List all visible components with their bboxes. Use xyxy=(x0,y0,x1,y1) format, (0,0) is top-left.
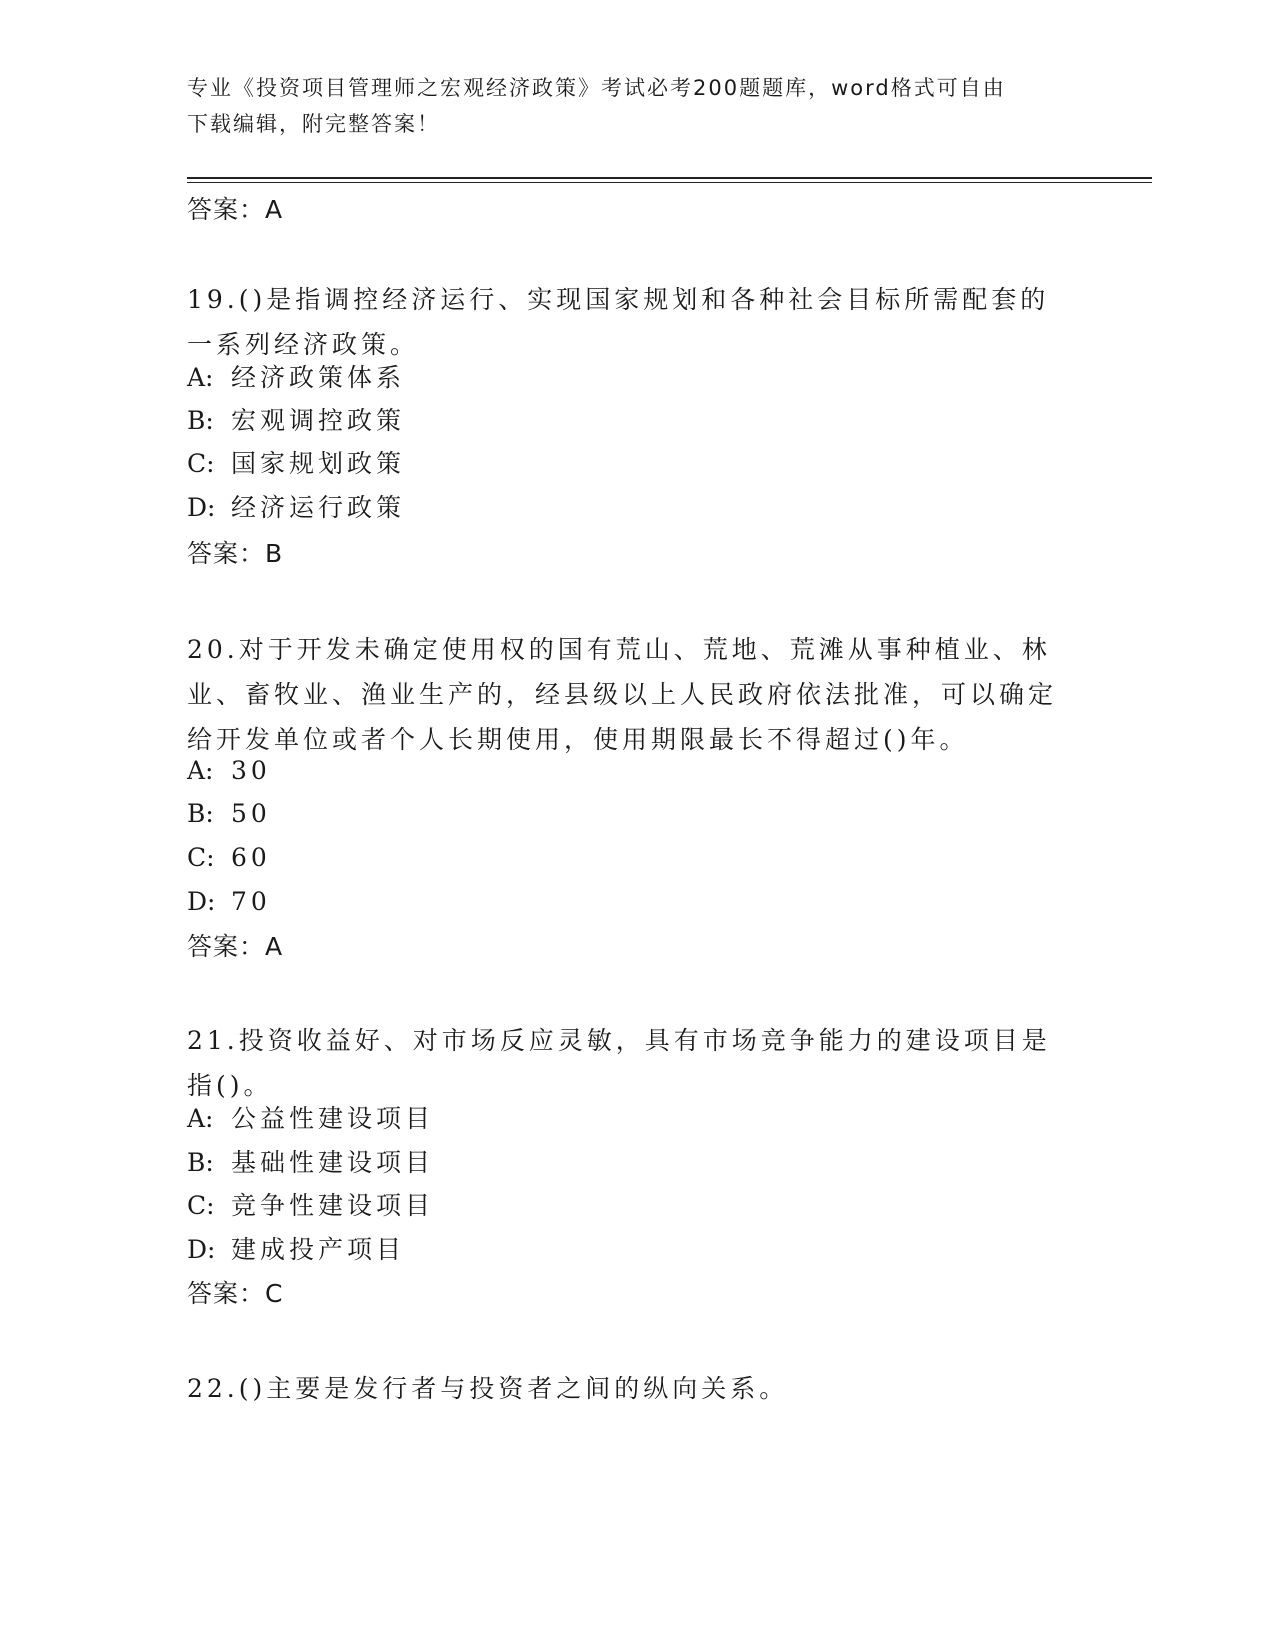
page-header xyxy=(187,70,1087,142)
option-20-b: B: 50 xyxy=(187,799,271,828)
answer-prev: 答案：A xyxy=(187,195,284,224)
option-21-a: A: 公益性建设项目 xyxy=(187,1104,435,1133)
header-divider xyxy=(187,177,1152,179)
answer-19: 答案：B xyxy=(187,539,284,568)
question-20: 20.对于开发未确定使用权的国有荒山、荒地、荒滩从事种植业、林业、畜牧业、渔业生产的，经县级以上人民政府依法批准，可以确定给开发单位或者个人长期使用，使用期限最长不得超过()年。 xyxy=(187,635,1058,754)
option-21-d: D: 建成投产项目 xyxy=(187,1235,406,1264)
option-19-a: A: 经济政策体系 xyxy=(187,363,406,392)
answer-21: 答案：C xyxy=(187,1279,284,1308)
option-20-d: D: 70 xyxy=(187,887,271,916)
question-21: 21.投资收益好、对市场反应灵敏，具有市场竞争能力的建设项目是指()。 xyxy=(187,1026,1051,1100)
option-19-c: C: 国家规划政策 xyxy=(187,449,406,478)
option-20-a: A: 30 xyxy=(187,756,271,785)
option-19-d: D: 经济运行政策 xyxy=(187,493,406,522)
question-19: 19.()是指调控经济运行、实现国家规划和各种社会目标所需配套的一系列经济政策。 xyxy=(187,285,1050,359)
option-19-b: B: 宏观调控政策 xyxy=(187,406,406,435)
option-20-c: C: 60 xyxy=(187,843,271,872)
option-21-b: B: 基础性建设项目 xyxy=(187,1148,435,1177)
option-21-c: C: 竞争性建设项目 xyxy=(187,1191,435,1220)
header-line-2: 下载编辑，附完整答案！ xyxy=(187,112,440,136)
answer-20: 答案：A xyxy=(187,932,284,961)
header-divider-thin xyxy=(187,182,1152,183)
question-22: 22.()主要是发行者与投资者之间的纵向关系。 xyxy=(187,1374,789,1403)
header-line-1: 专业《投资项目管理师之宏观经济政策》考试必考200题题库，word格式可自由 xyxy=(187,76,1006,100)
